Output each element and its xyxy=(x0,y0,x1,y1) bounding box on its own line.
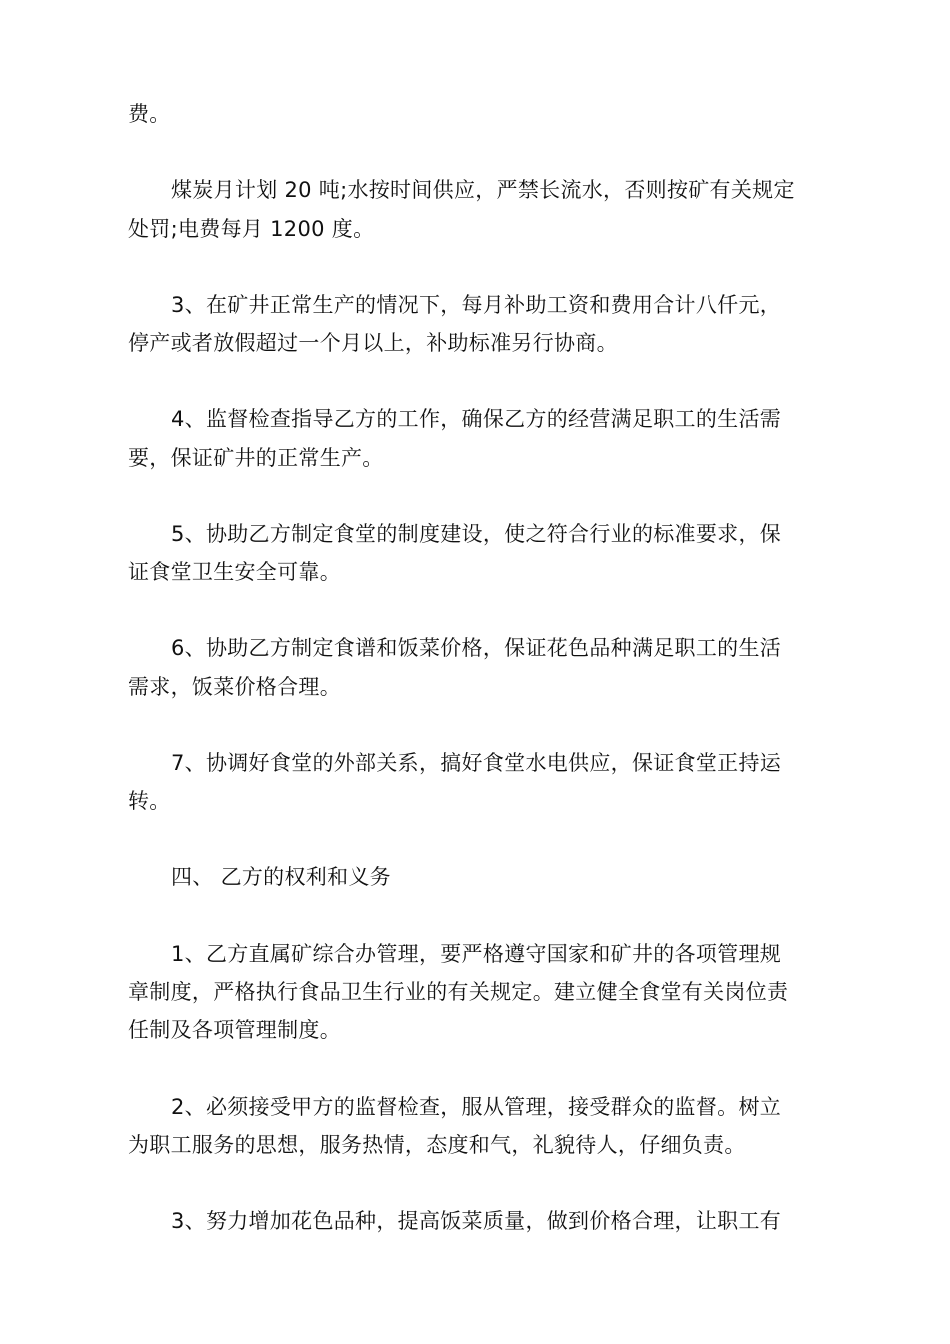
paragraph-line: 6、协助乙方制定食谱和饭菜价格，保证花色品种满足职工的生活 xyxy=(171,636,782,660)
paragraph-line: 1、乙方直属矿综合办管理，要严格遵守国家和矿井的各项管理规 xyxy=(171,942,782,966)
paragraph-line: 4、监督检查指导乙方的工作，确保乙方的经营满足职工的生活需 xyxy=(171,407,782,431)
paragraph-line: 转。 xyxy=(128,789,171,813)
paragraph-line: 为职工服务的思想，服务热情，态度和气，礼貌待人，仔细负责。 xyxy=(128,1133,746,1157)
paragraph-line: 处罚;电费每月 1200 度。 xyxy=(128,217,375,241)
paragraph-line: 费。 xyxy=(128,102,171,126)
paragraph-line: 3、努力增加花色品种，提高饭菜质量，做到价格合理，让职工有 xyxy=(171,1209,782,1233)
paragraph-line: 证食堂卫生安全可靠。 xyxy=(128,560,341,584)
paragraph-line: 5、协助乙方制定食堂的制度建设，使之符合行业的标准要求，保 xyxy=(171,522,782,546)
paragraph-line: 需求，饭菜价格合理。 xyxy=(128,675,341,699)
paragraph-line: 3、在矿井正常生产的情况下，每月补助工资和费用合计八仟元， xyxy=(171,293,782,317)
paragraph-line: 章制度，严格执行食品卫生行业的有关规定。建立健全食堂有关岗位责 xyxy=(128,980,789,1004)
section-heading: 四、 乙方的权利和义务 xyxy=(171,865,391,889)
paragraph-line: 2、必须接受甲方的监督检查，服从管理，接受群众的监督。树立 xyxy=(171,1095,782,1119)
paragraph-line: 停产或者放假超过一个月以上，补助标准另行协商。 xyxy=(128,331,618,355)
paragraph-line: 要，保证矿井的正常生产。 xyxy=(128,446,384,470)
paragraph-line: 煤炭月计划 20 吨;水按时间供应，严禁长流水，否则按矿有关规定 xyxy=(171,178,795,202)
paragraph-line: 7、协调好食堂的外部关系，搞好食堂水电供应，保证食堂正持运 xyxy=(171,751,782,775)
paragraph-line: 任制及各项管理制度。 xyxy=(128,1018,341,1042)
